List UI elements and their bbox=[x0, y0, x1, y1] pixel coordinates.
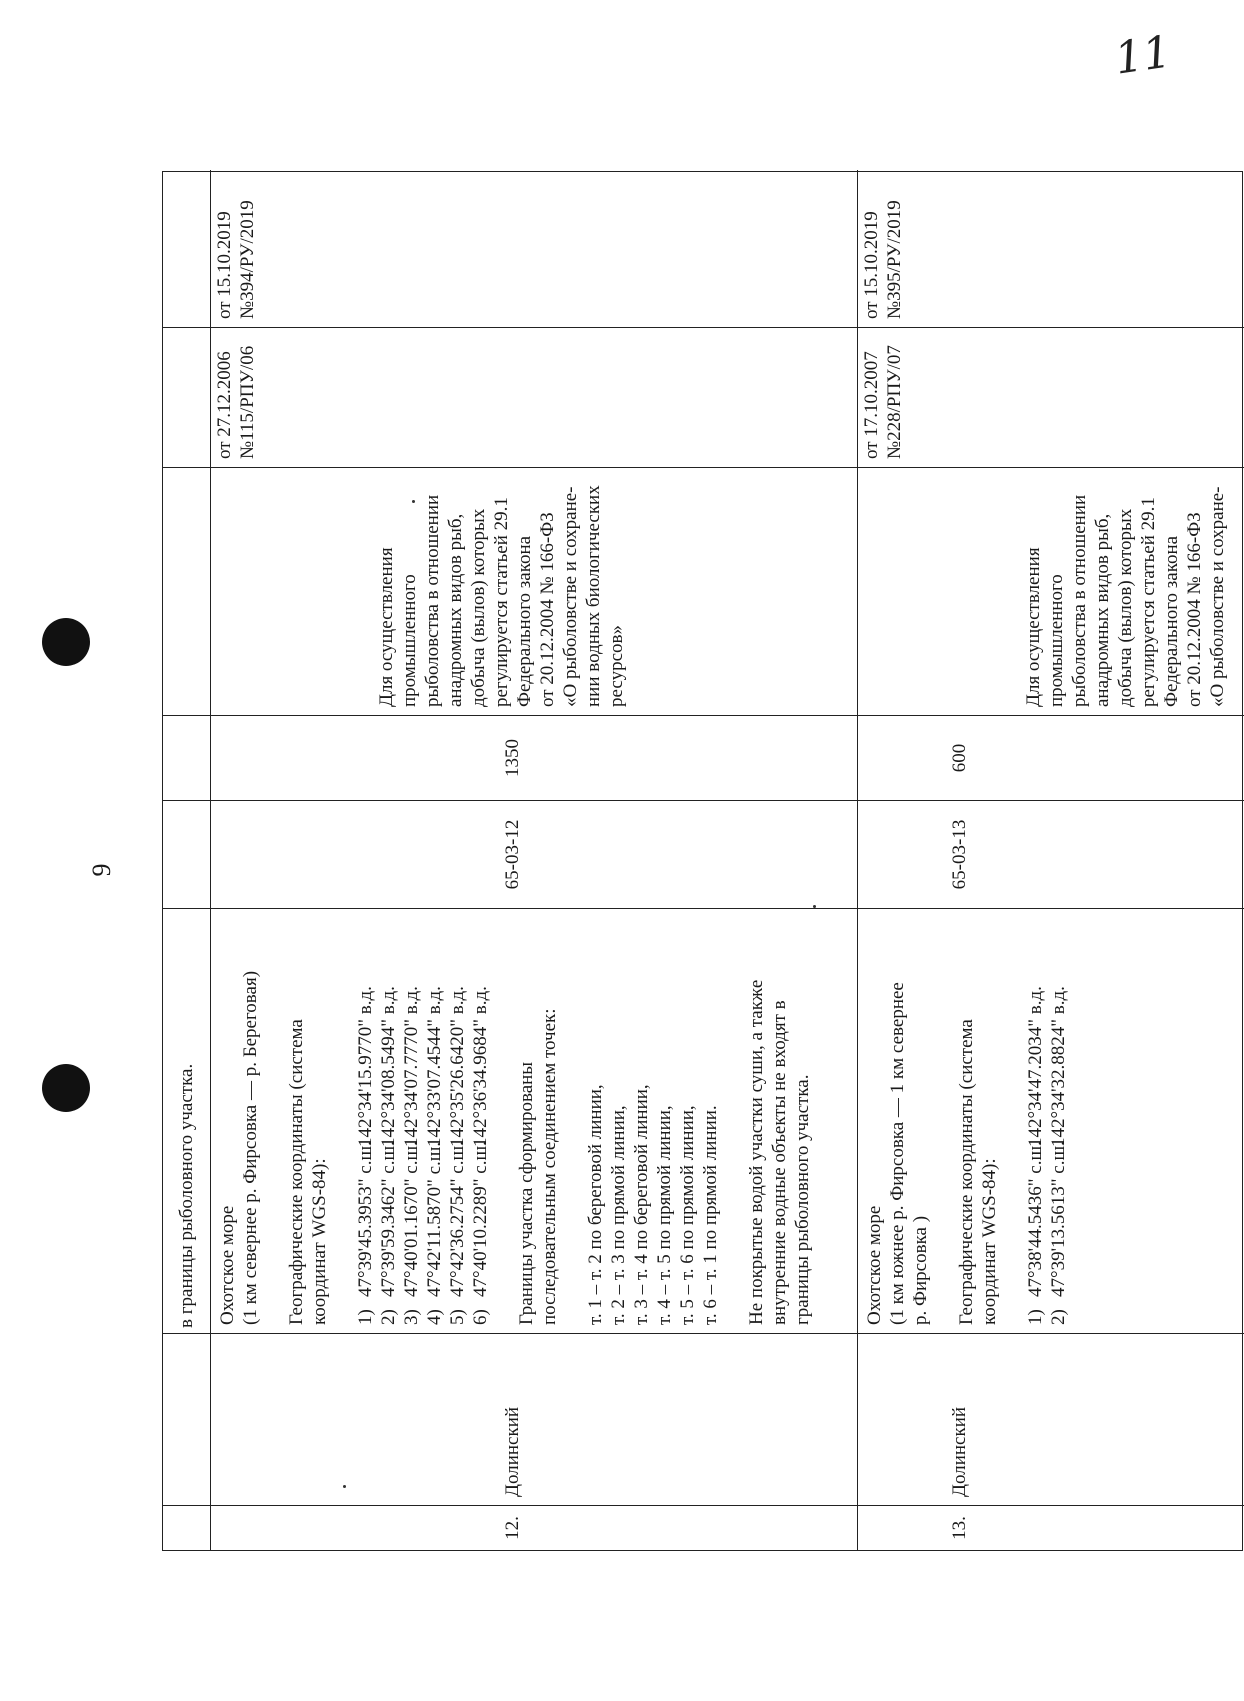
coordinate-line: 2) 47°39'59.3462" с.ш. 142°34'08.5494" в.д. bbox=[378, 986, 399, 1325]
coordinate-line: 6) 47°40'10.2289" с.ш. 142°36'34.9684" в.д. bbox=[470, 986, 491, 1325]
document-1: от 17.10.2007 №228/РПУ/07 bbox=[858, 327, 1244, 467]
area-description bbox=[858, 908, 1244, 1333]
punch-hole bbox=[42, 1064, 90, 1112]
page-number: 9 bbox=[87, 863, 116, 877]
area-description bbox=[211, 908, 857, 1333]
table-row-continuation bbox=[163, 170, 211, 1550]
district-name: Долинский bbox=[502, 1406, 523, 1497]
coordinates-list bbox=[354, 917, 492, 1325]
document-1: от 27.12.2006 №115/РПУ/06 bbox=[211, 327, 857, 467]
purpose-text: Для осуществления промышленного рыболовства в отношении анадромных видов рыб, добыча (вылов) которых регулируется статьей 29.1 Федерального закона от 20.12.2004 № 166-ФЗ «О рыболовстве и сохране- нии водных биологических ресурсов» bbox=[211, 467, 857, 715]
fishing-areas-table bbox=[162, 171, 1243, 1551]
coordinates-list bbox=[1024, 917, 1070, 1325]
borders-title: Границы участка сформированы последовательным соединением точек: bbox=[516, 1008, 560, 1325]
punch-hole bbox=[42, 618, 90, 666]
table-row bbox=[858, 170, 1244, 1550]
area-size: 600 bbox=[949, 743, 970, 773]
district-name: Долинский bbox=[949, 1406, 970, 1497]
location-text: Охотское море (1 км южнее р. Фирсовка — 1 км севернее р. Фирсовка ) bbox=[864, 982, 931, 1325]
coordinate-line: 2) 47°39'13.5613" с.ш. 142°34'32.8824" в.д. bbox=[1048, 986, 1069, 1325]
borders-list: т. 1 – т. 2 по береговой линии, т. 2 – т. 3 по прямой линии, т. 3 – т. 4 по береговой линии, т. 4 – т. 5 по прямой линии, т. 5 – т. 6 по прямой линии, т. 6 – т. 1 по прямой линии. bbox=[585, 1084, 721, 1325]
coordinate-line: 5) 47°42'36.2754" с.ш. 142°35'26.6420" в.д. bbox=[447, 986, 468, 1325]
document-2: от 15.10.2019 №395/РУ/2019 bbox=[861, 200, 905, 319]
row-number: 12. bbox=[502, 1516, 523, 1540]
coords-title: Географические координаты (система координат WGS-84): bbox=[286, 1019, 330, 1325]
area-code: 65-03-13 bbox=[949, 819, 970, 890]
area-code: 65-03-12 bbox=[502, 819, 523, 890]
table-row bbox=[211, 170, 858, 1550]
location-text: Охотское море (1 км севернее р. Фирсовка — р. Береговая) bbox=[217, 970, 261, 1325]
continuation-text: в границы рыболовного участка. bbox=[176, 1063, 197, 1328]
coordinate-line: 1) 47°39'45.3953" с.ш. 142°34'15.9770" в.д. bbox=[355, 986, 376, 1325]
area-size: 1350 bbox=[502, 739, 523, 777]
coords-title: Географические координаты (система координат WGS-84): bbox=[956, 1019, 1000, 1325]
coordinate-line: 1) 47°38'44.5436" с.ш. 142°34'47.2034" в.д. bbox=[1025, 986, 1046, 1325]
purpose-text: Для осуществления промышленного рыболовства в отношении анадромных видов рыб, добыча (вылов) которых регулируется статьей 29.1 Федерального закона от 20.12.2004 № 166-ФЗ «О рыболовстве и сохране- bbox=[858, 467, 1244, 715]
rotated-table-frame bbox=[162, 171, 1243, 1551]
row-number: 13. bbox=[949, 1516, 970, 1540]
coordinate-line: 3) 47°40'01.1670" с.ш. 142°34'07.7770" в.д. bbox=[401, 986, 422, 1325]
coordinate-line: 4) 47°42'11.5870" с.ш. 142°33'07.4544" в.д. bbox=[424, 986, 445, 1325]
handwritten-page-mark: 11 bbox=[1111, 26, 1175, 85]
note-text: Не покрытые водой участки суши, а также внутренние водные объекты не входят в границы рыболовного участка. bbox=[746, 979, 813, 1325]
document-2: от 15.10.2019 №394/РУ/2019 bbox=[214, 200, 258, 319]
